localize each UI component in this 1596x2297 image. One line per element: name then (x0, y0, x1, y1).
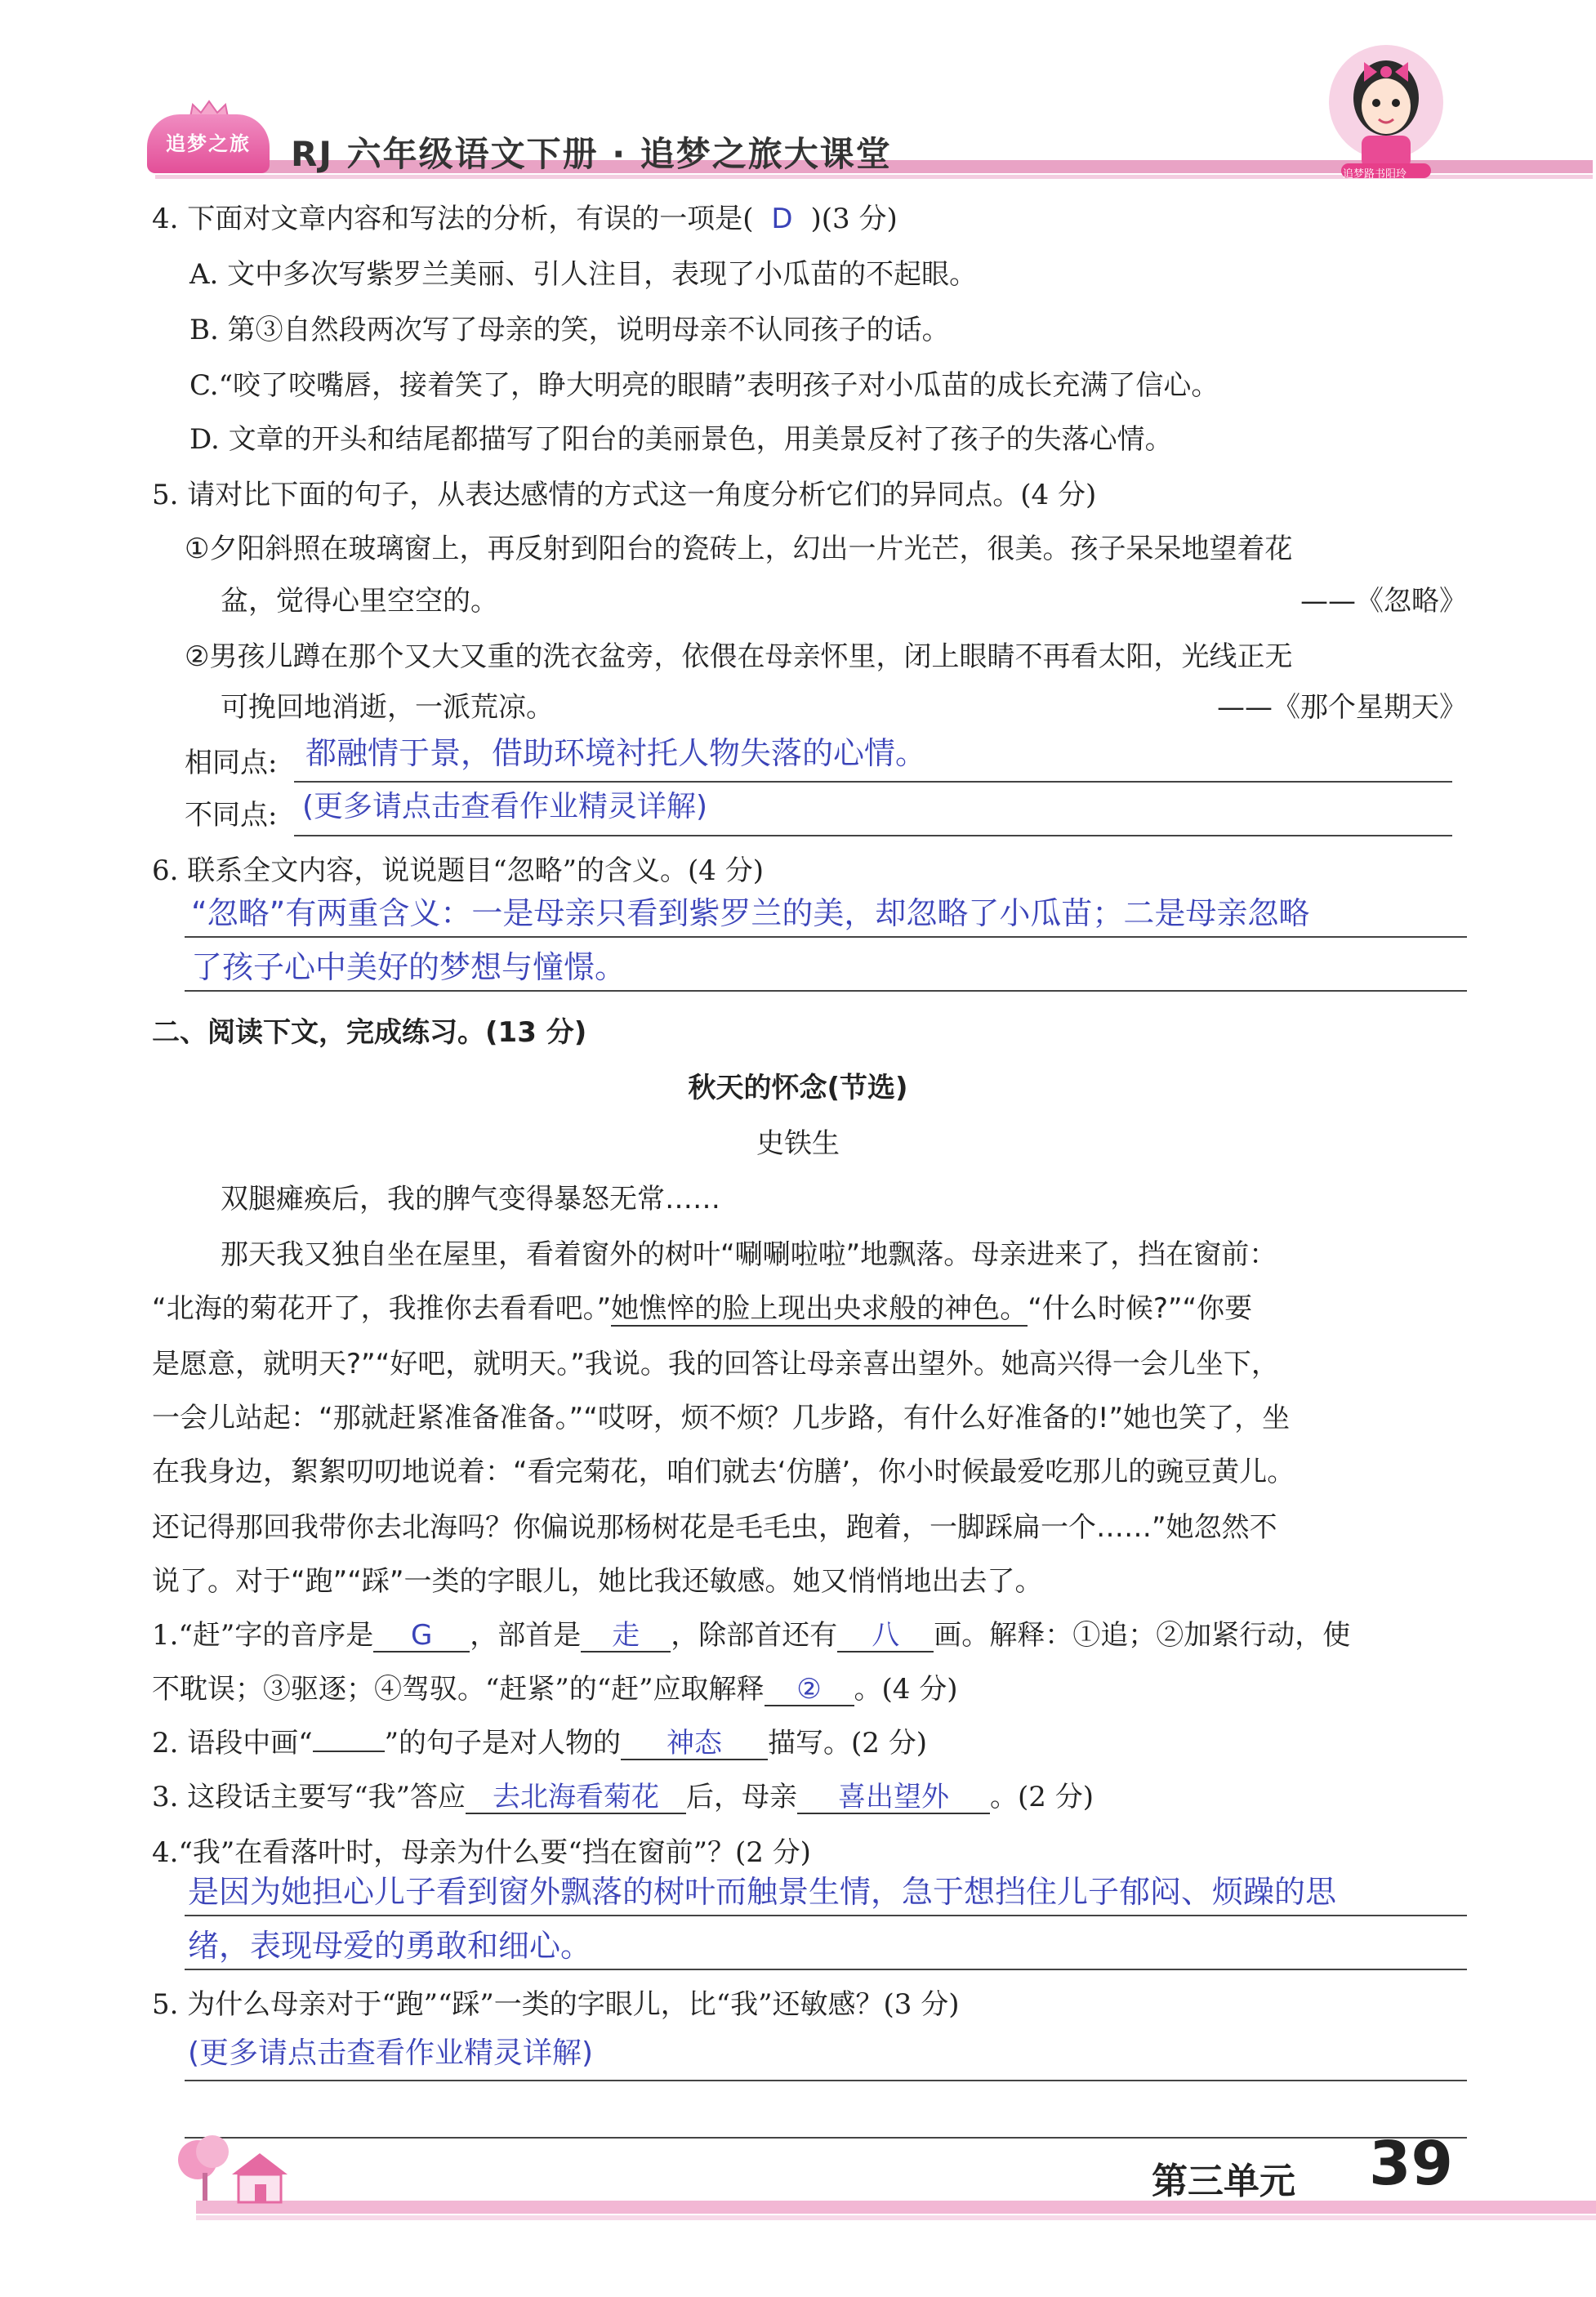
answer-line (185, 2137, 1467, 2139)
unit-label: 第三单元 (1152, 2161, 1295, 2202)
s2-q2: 2. 语段中画“ ”的句子是对人物的 神态 描写。(2 分) (152, 1727, 927, 1760)
s2-q3-answer-promise: 去北海看菊花 (466, 1782, 686, 1814)
s2-q5-answer-link[interactable]: (更多请点击查看作业精灵详解) (188, 2036, 594, 2070)
passage-line-3: “北海的菊花开了，我推你去看看吧。”她憔悴的脸上现出央求般的神色。“什么时候?”“你要 (152, 1292, 1253, 1325)
page-header-title: RJ 六年级语文下册 · 追梦之旅大课堂 (291, 134, 892, 174)
q5-stem: 5. 请对比下面的句子，从表达感情的方式这一角度分析它们的异同点。(4 分) (152, 479, 1097, 511)
s2-q4-answer-line2: 绪，表现母爱的勇敢和细心。 (188, 1928, 592, 1964)
answer-line (185, 990, 1467, 992)
underline-symbol (313, 1751, 385, 1752)
q5-sentence1-line1: ①夕阳斜照在玻璃窗上，再反射到阳台的瓷砖上，幻出一片光芒，很美。孩子呆呆地望着花 (185, 533, 1293, 565)
q5-diff-answer-link[interactable]: (更多请点击查看作业精灵详解) (302, 790, 708, 823)
answer-line (185, 1915, 1467, 1916)
q4-answer: D (771, 203, 793, 235)
q5-diff-label: 不同点: (185, 799, 278, 832)
q4-option-d: D. 文章的开头和结尾都描写了阳台的美丽景色，用美景反衬了孩子的失落心情。 (189, 423, 1173, 456)
passage-line-4: 是愿意，就明天?”“好吧，就明天。”我说。我的回答让母亲喜出望外。她高兴得一会儿坐下， (152, 1348, 1279, 1380)
passage-paragraph-2: 那天我又独自坐在屋里，看着窗外的树叶“唰唰啦啦”地飘落。母亲进来了，挡在窗前： (221, 1238, 1277, 1271)
s2-q4-stem: 4.“我”在看落叶时，母亲为什么要“挡在窗前”？(2 分) (152, 1836, 811, 1869)
q5-sentence2-source: ——《那个星期天》 (1217, 691, 1467, 724)
footer-band (196, 2201, 1596, 2214)
q4-option-c: C.“咬了咬嘴唇，接着笑了，睁大明亮的眼睛”表明孩子对小瓜苗的成长充满了信心。 (189, 369, 1219, 402)
q4-option-b: B. 第③自然段两次写了母亲的笑，说明母亲不认同孩子的话。 (189, 314, 950, 346)
answer-line (294, 835, 1452, 836)
house-tree-icon (175, 2124, 297, 2214)
q5-same-answer: 都融情于景，借助环境衬托人物失落的心情。 (305, 735, 927, 771)
passage-paragraph-1: 双腿瘫痪后，我的脾气变得暴怒无常…… (221, 1183, 720, 1215)
q4-option-a: A. 文中多次写紫罗兰美丽、引人注目，表现了小瓜苗的不起眼。 (189, 258, 978, 291)
brand-logo: 追梦之旅 (147, 114, 270, 173)
passage-line-7: 还记得那回我带你去北海吗？你偏说那杨树花是毛毛虫，跑着，一脚踩扁一个……”她忽然不 (152, 1511, 1277, 1544)
answer-line (294, 781, 1452, 783)
passage-title: 秋天的怀念(节选) (688, 1072, 908, 1104)
q5-sentence1-source: ——《忽略》 (1300, 585, 1467, 618)
answer-line (185, 1969, 1467, 1970)
q5-sentence2-line2: 可挽回地消逝，一派荒凉。 (221, 691, 554, 724)
q5-sentence2-line1: ②男孩儿蹲在那个又大又重的洗衣盆旁，依偎在母亲怀里，闭上眼睛不再看太阳，光线正无 (185, 640, 1293, 673)
passage-line-5: 一会儿站起：“那就赶紧准备准备。”“哎呀，烦不烦？几步路，有什么好准备的!”她也笑了，坐 (152, 1402, 1291, 1434)
passage-author: 史铁生 (756, 1127, 840, 1160)
q6-answer-line2: 了孩子心中美好的梦想与憧憬。 (191, 949, 626, 985)
mascot-girl-icon (1325, 33, 1447, 180)
s2-q2-answer: 神态 (621, 1728, 768, 1760)
q6-stem: 6. 联系全文内容，说说题目“忽略”的含义。(4 分) (152, 854, 764, 887)
s2-q5-stem: 5. 为什么母亲对于“跑”“踩”一类的字眼儿，比“我”还敏感？(3 分) (152, 1988, 960, 2021)
passage-line-8: 说了。对于“跑”“踩”一类的字眼儿，她比我还敏感。她又悄悄地出去了。 (152, 1565, 1043, 1598)
q5-same-label: 相同点: (185, 747, 278, 779)
s2-q4-answer-line1: 是因为她担心儿子看到窗外飘落的树叶而触景生情，急于想挡住儿子郁闷、烦躁的思 (188, 1874, 1337, 1910)
s2-q1-answer-meaning: ② (765, 1674, 854, 1706)
s2-q1-line1: 1.“赶”字的音序是 G ，部首是 走 ，除部首还有 八 画。解释：①追；②加紧行动，使 (152, 1619, 1351, 1652)
footer-band-light (196, 2215, 1596, 2220)
q4-stem: 4. 下面对文章内容和写法的分析，有误的一项是( D )(3 分) (152, 203, 898, 235)
s2-q3: 3. 这段话主要写“我”答应 去北海看菊花 后，母亲 喜出望外 。(2 分) (152, 1781, 1094, 1813)
s2-q1-answer-initial: G (373, 1620, 470, 1653)
q5-sentence1-line2: 盆，觉得心里空空的。 (221, 585, 498, 618)
answer-line (185, 2080, 1467, 2081)
s2-q1-answer-radical: 走 (581, 1620, 671, 1653)
s2-q3-answer-reaction: 喜出望外 (797, 1782, 990, 1814)
mascot-caption: 追梦路书阳玲 (1343, 168, 1407, 181)
passage-line-6: 在我身边，絮絮叨叨地说着：“看完菊花，咱们就去‘仿膳’，你小时候最爱吃那儿的豌豆黄儿。 (152, 1456, 1295, 1488)
q6-answer-line1: “忽略”有两重含义：一是母亲只看到紫罗兰的美，却忽略了小瓜苗；二是母亲忽略 (191, 895, 1310, 931)
answer-line (185, 936, 1467, 938)
section2-heading: 二、阅读下文，完成练习。(13 分) (152, 1016, 587, 1049)
s2-q1-line2: 不耽误；③驱逐；④驾驭。“赶紧”的“赶”应取解释 ② 。(4 分) (152, 1673, 958, 1706)
page-number: 39 (1369, 2129, 1453, 2199)
underlined-sentence: 她憔悴的脸上现出央求般的神色。 (611, 1292, 1028, 1325)
s2-q1-answer-strokes: 八 (837, 1620, 934, 1653)
